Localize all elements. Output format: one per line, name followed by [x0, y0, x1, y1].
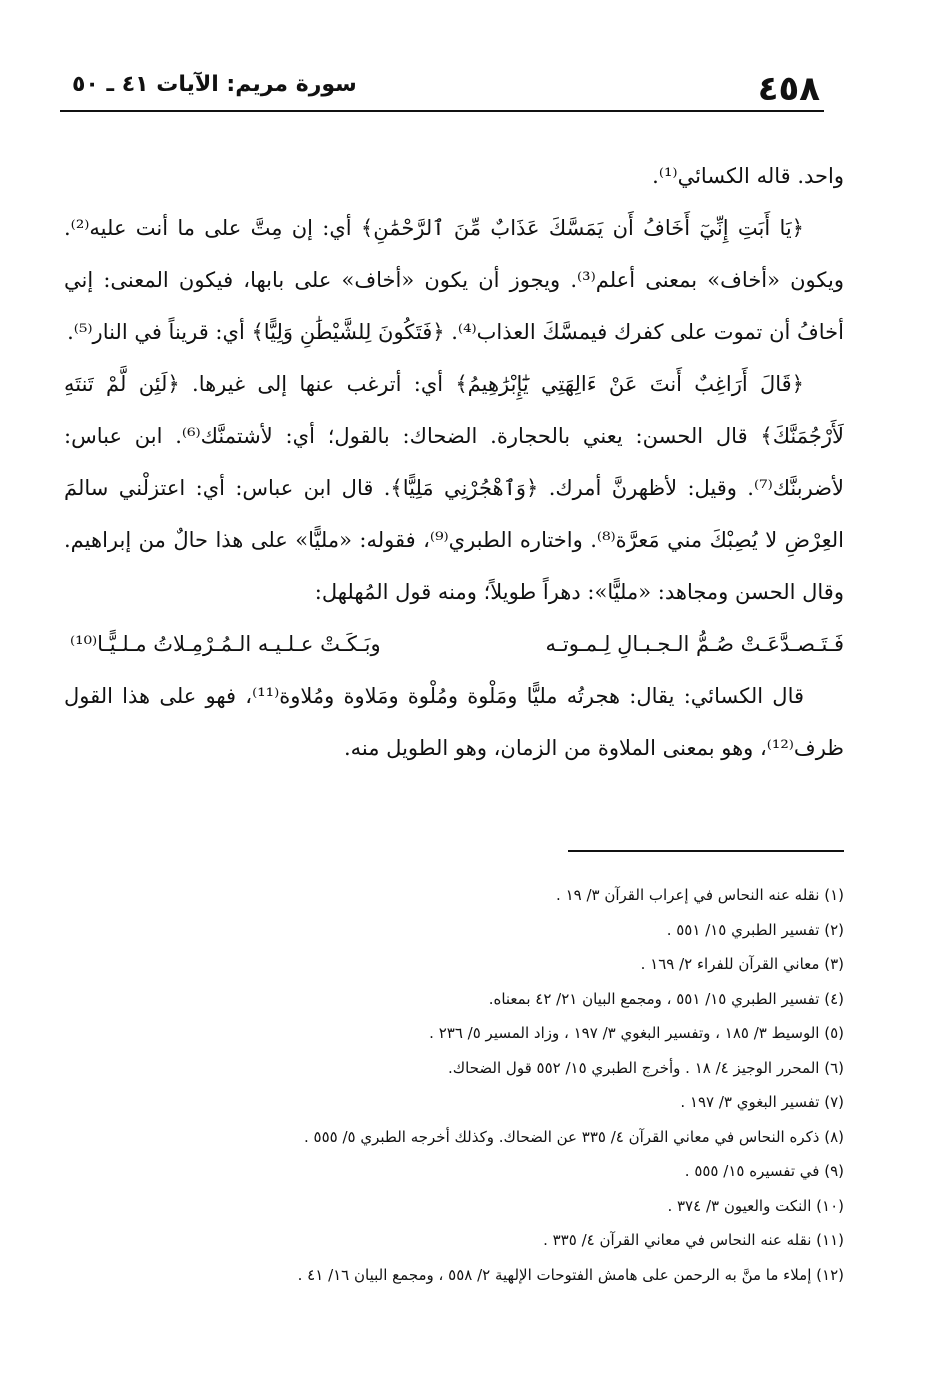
- page-header: [60, 62, 824, 110]
- paragraph-4: قال الكسائي: يقال: هجرتُه مليًّا ومَلْوة ومُلْوة ومَلاوة ومُلاوة⁽¹¹⁾، فهو على هذا القول ظرف⁽¹²⁾، وهو بمعنى الملاوة من الزمان، وهو الطويل منه.: [64, 684, 844, 760]
- footnote-10: (١٠) النكت والعيون ٣/ ٣٧٤ .: [667, 1196, 844, 1215]
- footnote-1: (١) نقله عنه النحاس في إعراب القرآن ٣/ ١٩ .: [556, 886, 844, 904]
- poem-verse: [64, 618, 844, 670]
- footnote-5: (٥) الوسيط ٣/ ١٨٥ ، وتفسير البغوي ٣/ ١٩٧ ، وزاد المسير ٥/ ٢٣٦ .: [429, 1024, 844, 1042]
- footnote-2: (٢) تفسير الطبري ١٥/ ٥٥١ .: [666, 920, 844, 939]
- poem-second-hemistich: وبَـكَـتْ عـلـيـه الـمُـرْمِـلاتُ مـلـيًّـا⁽¹⁰⁾: [70, 632, 381, 656]
- footnote-3: (٣) معاني القرآن للفراء ٢/ ١٦٩ .: [640, 955, 844, 973]
- footnote-7: (٧) تفسير البغوي ٣/ ١٩٧ .: [680, 1093, 844, 1111]
- poem-first-hemistich: فَـتَـصـدَّعَـتْ صُـمُّ الـجـبـالِ لِـمـوتـه: [545, 632, 844, 656]
- footnote-6: (٦) المحرر الوجيز ٤/ ١٨ . وأخرج الطبري ١٥/ ٥٥٢ قول الضحاك.: [448, 1058, 844, 1077]
- footnote-rule: [568, 850, 844, 852]
- footnote-4: (٤) تفسير الطبري ١٥/ ٥٥١ ، ومجمع البيان ٢١/ ٤٢ بمعناه.: [488, 989, 844, 1008]
- page-number: ٤٥٨: [757, 69, 820, 109]
- running-title: سورة مريم: الآيات ٤١ ـ ٥٠: [72, 72, 357, 97]
- paragraph-3: ﴿قَالَ أَرَاغِبٌ أَنتَ عَنْ ءَالِهَتِي يَٰٓإِبْرَٰهِيمُ﴾ أي: أترغب عنها إلى غيرها. ﴿لَئِن لَّمْ تَنتَهِ لَأَرْجُمَنَّكَ﴾ قال الحسن: يعني بالحجارة. الضحاك: بالقول؛ أي: لأشتمنَّك⁽⁶⁾. ابن عباس: لأضربنَّك⁽⁷⁾. وقيل: لأظهرنَّ أمرك. ﴿وَٱهْجُرْنِي مَلِيًّا﴾. قال ابن عباس: أي: اعتزلْني سالمَ العِرْضِ لا يُصِبْكَ مني مَعرَّة⁽⁸⁾. واختاره الطبري⁽⁹⁾، فقوله: «مليًّا» على هذا حالٌ من إبراهيم. وقال الحسن ومجاهد: «مليًّا»: دهراً طويلاً؛ ومنه قول المُهلهل:: [64, 372, 845, 604]
- main-text: [64, 150, 844, 774]
- header-rule: [60, 110, 824, 112]
- footnote-8: (٨) ذكره النحاس في معاني القرآن ٤/ ٣٣٥ عن الضحاك. وكذلك أخرجه الطبري ٥/ ٥٥٥ .: [303, 1127, 844, 1146]
- footnote-11: (١١) نقله عنه النحاس في معاني القرآن ٤/ ٣٣٥ .: [543, 1231, 844, 1249]
- footnotes-list: [120, 878, 844, 1292]
- paragraph-1: واحد. قاله الكسائي⁽¹⁾.: [652, 164, 844, 188]
- paragraph-2: ﴿يَا أَبَتِ إِنِّيٓ أَخَافُ أَن يَمَسَّكَ عَذَابٌ مِّنَ ٱلرَّحْمَٰنِ﴾ أي: إن مِتَّ على ما أنت عليه⁽²⁾. ويكون «أخاف» بمعنى أعلم⁽³⁾. ويجوز أن يكون «أخاف» على بابها، فيكون المعنى: إني أخافُ أن تموت على كفرك فيمسَّكَ العذاب⁽⁴⁾. ﴿فَتَكُونَ لِلشَّيْطَٰنِ وَلِيًّا﴾ أي: قريناً في النار⁽⁵⁾.: [64, 216, 844, 344]
- footnote-12: (١٢) إملاء ما منَّ به الرحمن على هامش الفتوحات الإلهية ٢/ ٥٥٨ ، ومجمع البيان ١٦/ ٤١ .: [297, 1265, 844, 1284]
- footnote-9: (٩) في تفسيره ١٥/ ٥٥٥ .: [684, 1162, 844, 1180]
